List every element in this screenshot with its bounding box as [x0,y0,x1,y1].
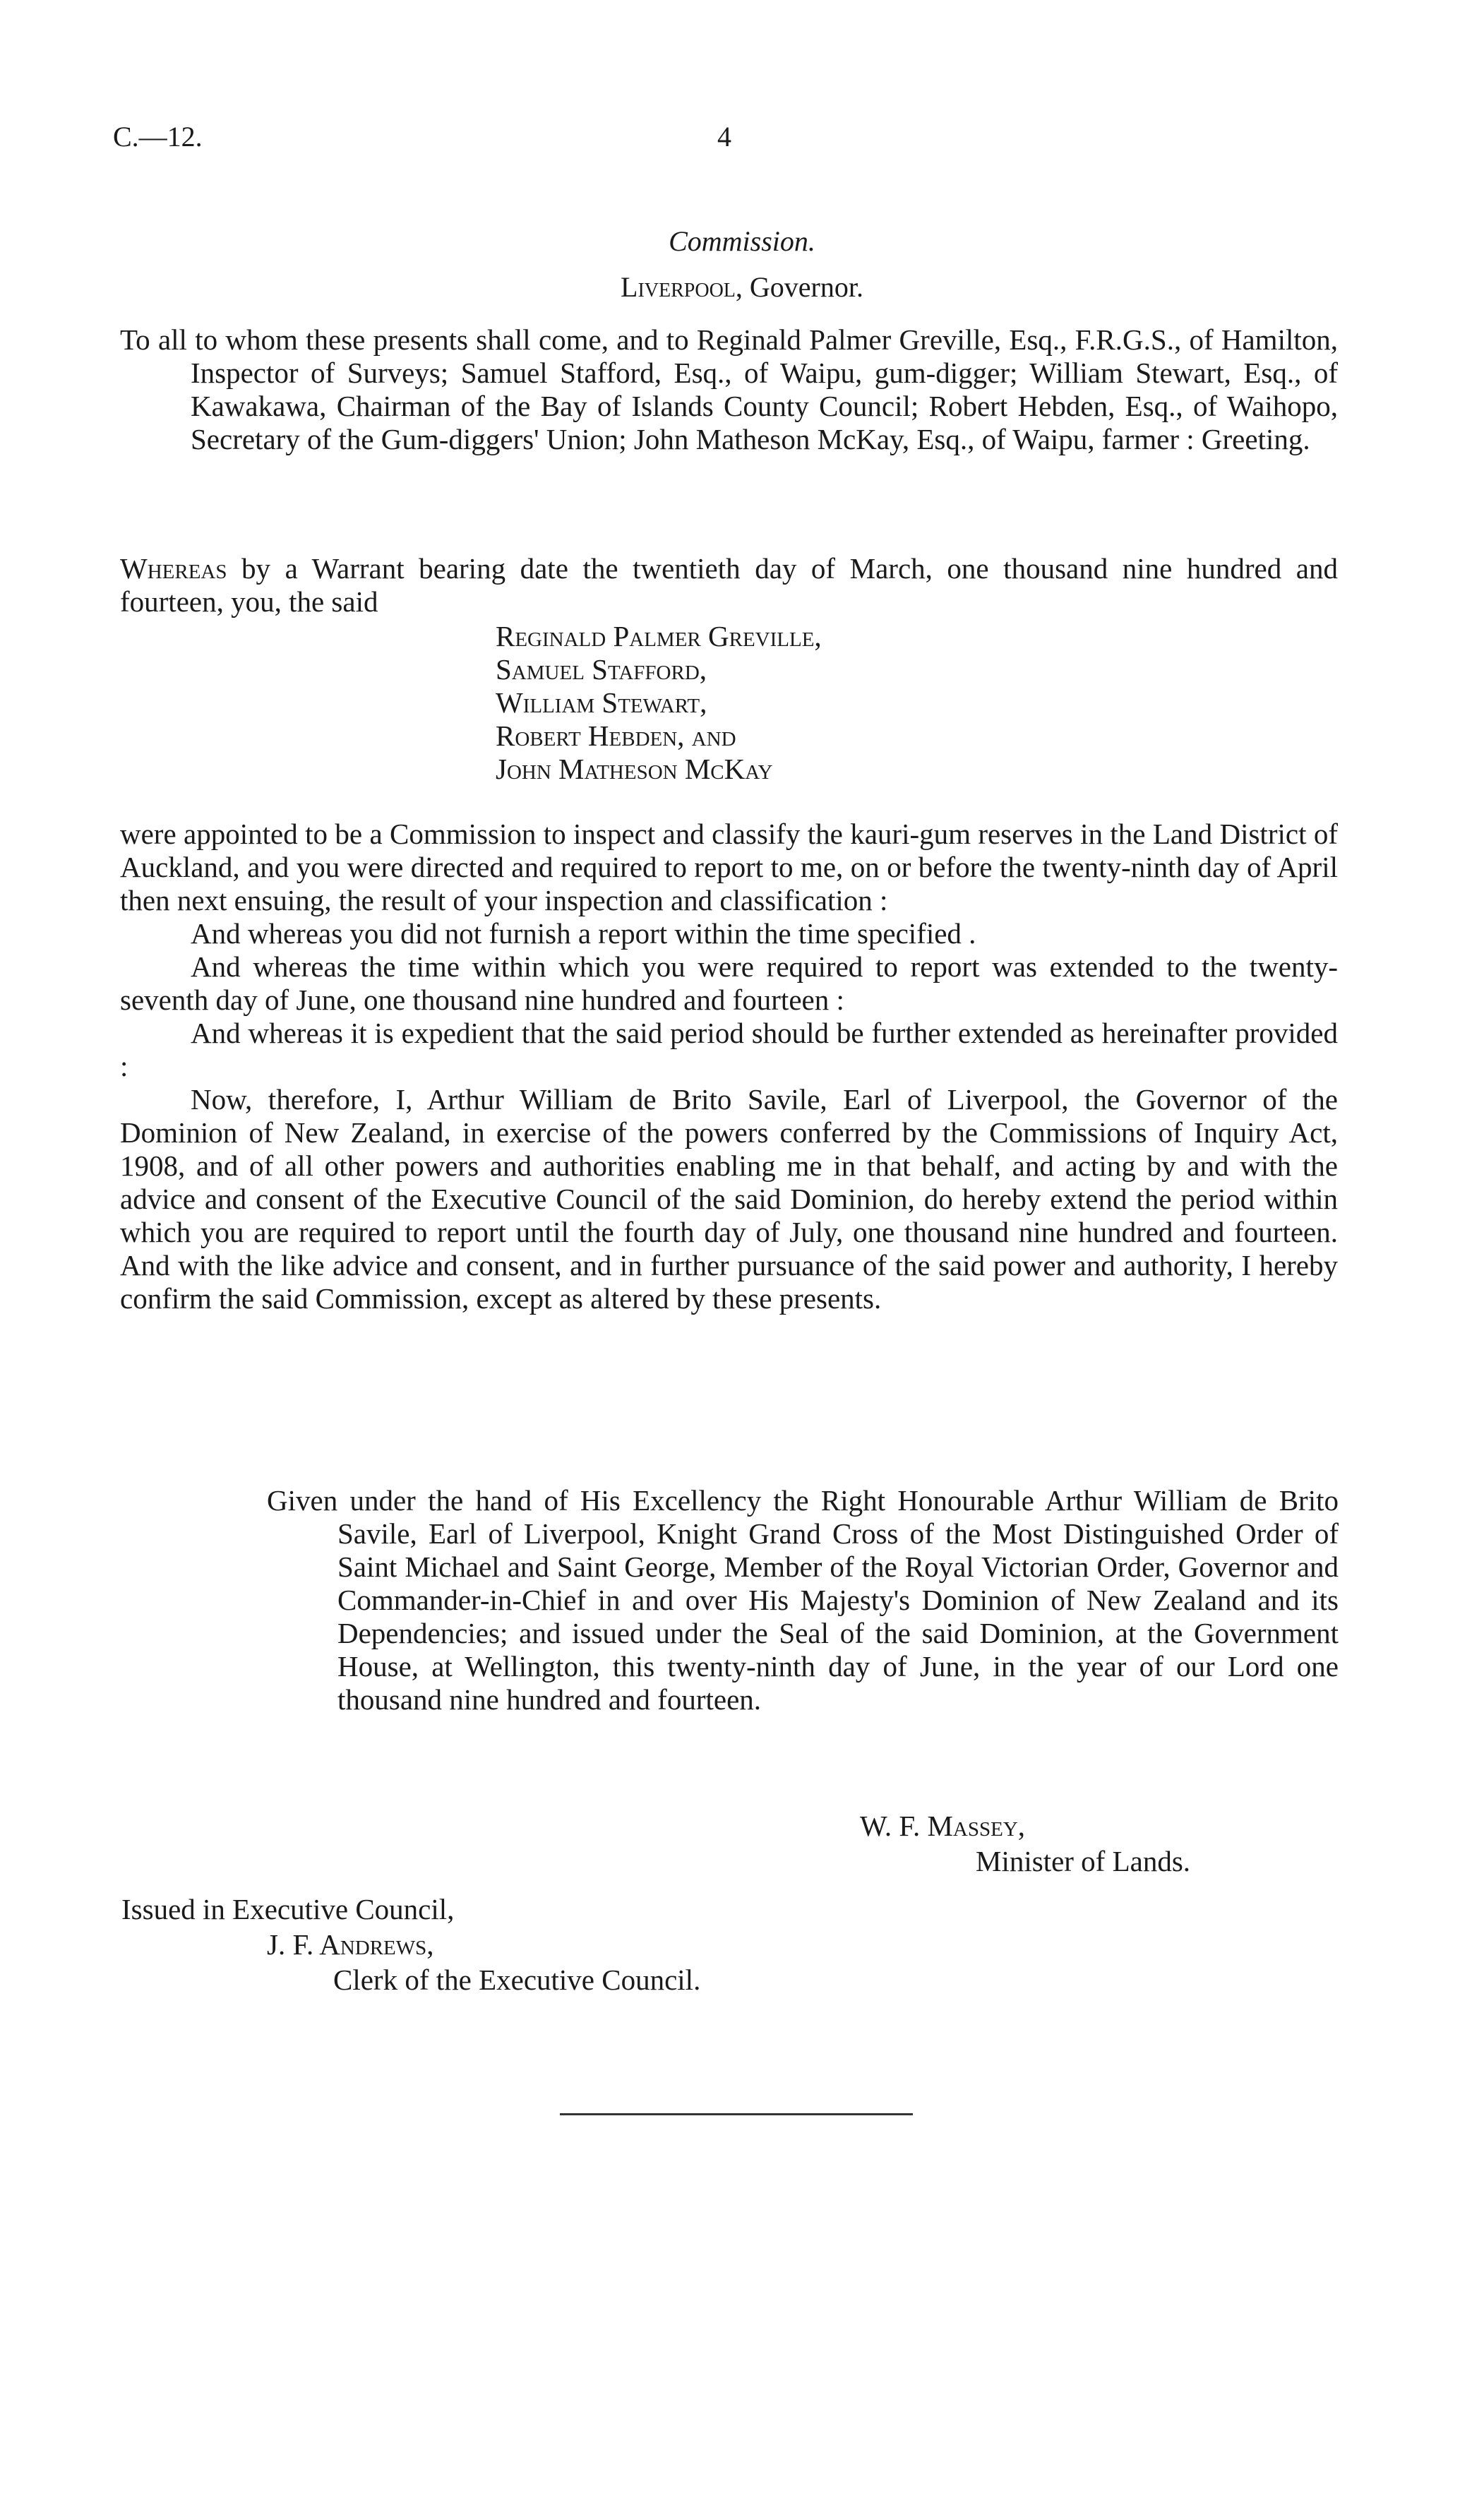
body-paragraph: were appointed to be a Commission to inspect and classify the kauri-gum reserves in the Land District of Auckland, and you were directed and required to report to me, on or before the twenty-ninth day of April then next ensuing, the result of your inspection and classification : [120,818,1338,916]
body-paragraph: And whereas it is expedient that the said period should be further extended as hereinafter provided : [120,1017,1338,1082]
body-paragraph: And whereas you did not furnish a report within the time specified . [191,917,976,950]
body-paragraph: And whereas the time within which you were required to report was extended to the twenty-seventh day of June, one thousand nine hundred and fourteen : [120,950,1338,1016]
commissioner-name: John Matheson McKay [496,753,773,785]
address-paragraph: To all to whom these presents shall come, and to Reginald Palmer Greville, Esq., F.R.G.S., of Hamilton, Inspector of Surveys; Samuel Stafford, Esq., of Waipu, gum-digger; William Stewart, Esq., of Kawakawa, Chairman of the Bay of Islands County Council; Robert Hebden, Esq., of Waihopo, Secretary of the Gum-diggers' Union; John Matheson McKay, Esq., of Waipu, farmer : Greeting. [120,323,1338,455]
document-reference: C.—12. [113,121,203,153]
clerk-name: J. F. Andrews, [267,1928,434,1961]
commissioner-names [496,620,822,786]
commissioner-name: Reginald Palmer Greville, [496,620,822,652]
governor-name: Liverpool [621,271,736,303]
whereas-paragraph [120,552,1338,618]
whereas-block [120,552,1338,618]
page-number: 4 [717,121,731,153]
signatory-name: W. F. Massey, [860,1810,1026,1842]
clerk-role: Clerk of the Executive Council. [333,1964,701,1996]
commissioner-name: William Stewart, [496,686,707,719]
body-paragraph: Now, therefore, I, Arthur William de Brito Savile, Earl of Liverpool, the Governor of the Dominion of New Zealand, in exercise of the powers conferred by the Commissions of Inquiry Act, 1908, and of all other powers and authorities enabling me in that behalf, and acting by and with the advice and consent of the Executive Council of the said Dominion, do hereby extend the period within which you are required to report until the fourth day of July, one thousand nine hundred and fourteen. And with the like advice and consent, and in further pursuance of the said power and authority, I hereby confirm the said Commission, except as altered by these presents. [120,1083,1338,1315]
commissioner-name: Samuel Stafford, [496,653,707,686]
given-under-block [267,1484,1339,1716]
whereas-text: by a Warrant bearing date the twentieth day of March, one thousand nine hundred and fourteen, you, the said [120,552,1338,618]
whereas-lead: Whereas [120,552,227,585]
document-title: Commission. [669,225,815,257]
issued-line: Issued in Executive Council, [121,1893,455,1925]
governor-title: , Governor. [735,271,863,303]
body-block [120,818,1338,1315]
signatory-role: Minister of Lands. [976,1845,1191,1877]
given-paragraph: Given under the hand of His Excellency the Right Honourable Arthur William de Brito Savile, Earl of Liverpool, Knight Grand Cross of the Most Distinguished Order of Saint Michael and Saint George, Member of the Royal Victorian Order, Governor and Commander-in-Chief in and over His Majesty's Dominion of New Zealand and its Dependencies; and issued under the Seal of the said Dominion, at the Government House, at Wellington, this twenty-ninth day of June, in the year of our Lord one thousand nine hundred and fourteen. [267,1484,1339,1716]
governor-line [0,270,1484,304]
address-block [120,323,1338,456]
commissioner-name: Robert Hebden, and [496,719,736,752]
closing-rule [560,2113,913,2115]
